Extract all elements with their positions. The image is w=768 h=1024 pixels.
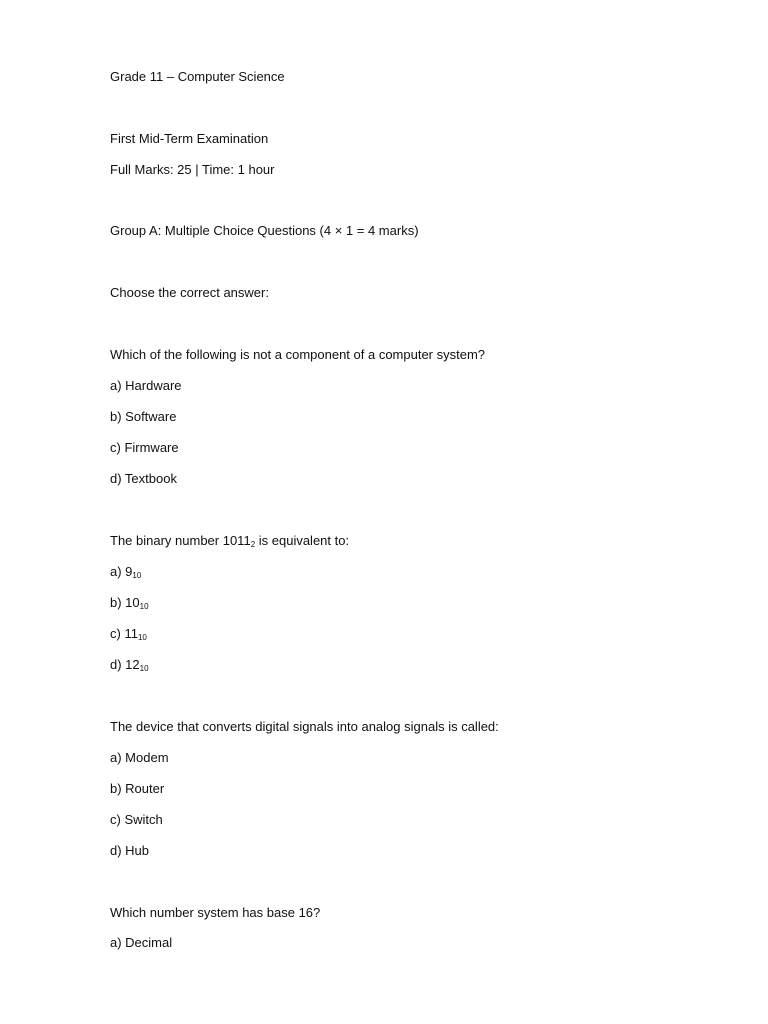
question-3-option-c: c) Switch: [110, 812, 163, 827]
option-label: b) 10: [110, 595, 140, 610]
question-2-text-after: is equivalent to:: [255, 533, 350, 548]
question-1-option-d: d) Textbook: [110, 471, 177, 486]
question-1-text: Which of the following is not a component of a computer system?: [110, 347, 486, 362]
option-subscript: 10: [139, 602, 149, 611]
option-subscript: 10: [132, 571, 142, 580]
option-label: d) 12: [110, 657, 140, 672]
question-2-text-before: The binary number 1011: [110, 533, 251, 548]
instruction-line: Choose the correct answer:: [110, 285, 269, 300]
exam-title: First Mid-Term Examination: [110, 131, 269, 146]
option-label: c) 11: [110, 626, 138, 641]
option-subscript: 10: [137, 633, 147, 642]
question-2-option-d: [110, 657, 149, 673]
question-2-option-b: [110, 595, 149, 611]
question-3-option-d: d) Hub: [110, 843, 150, 858]
question-3-option-a: a) Modem: [110, 750, 169, 765]
question-2-option-c: [110, 626, 147, 642]
question-1-option-c: c) Firmware: [110, 440, 179, 455]
option-subscript: 10: [139, 664, 149, 673]
question-1-option-b: b) Software: [110, 409, 177, 424]
question-3-option-b: b) Router: [110, 781, 165, 796]
grade-line: Grade 11 – Computer Science: [110, 69, 285, 84]
question-4-text: Which number system has base 16?: [110, 905, 321, 920]
group-a-heading: Group A: Multiple Choice Questions (4 × 1 = 4 marks): [110, 223, 419, 238]
option-label: a) 9: [110, 564, 133, 579]
question-2-text: [110, 533, 349, 549]
question-2-base-subscript: 2: [250, 540, 256, 549]
question-3-text: The device that converts digital signals into analog signals is called:: [110, 719, 499, 734]
question-4-option-a: a) Decimal: [110, 935, 173, 950]
question-2-option-a: [110, 564, 141, 580]
marks-time-line: Full Marks: 25 | Time: 1 hour: [110, 162, 275, 177]
question-1-option-a: a) Hardware: [110, 378, 182, 393]
